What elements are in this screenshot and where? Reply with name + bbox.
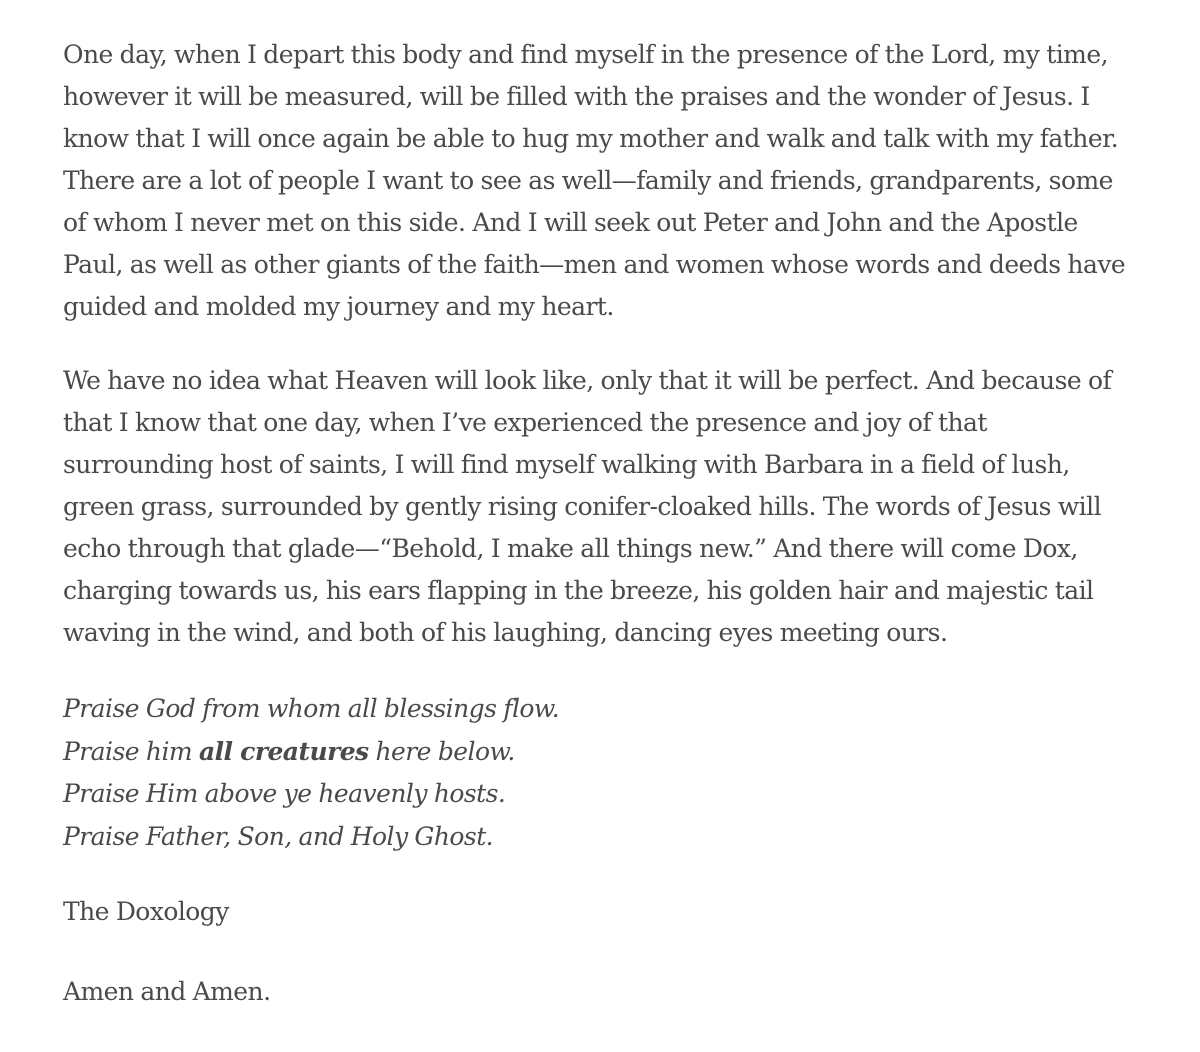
closing-line: Amen and Amen.	[63, 977, 271, 1006]
hymn-text: here below.	[368, 736, 515, 766]
article-body	[63, 34, 1163, 1013]
text-line: however it will be measured, will be filled with the praises and the wonder of Jesus. I	[63, 82, 1090, 111]
hymn-text: Praise him	[63, 736, 199, 766]
hymn-line	[63, 731, 1163, 774]
hymn-line: Praise Father, Son, and Holy Ghost.	[63, 821, 494, 851]
paragraph-heaven-field	[63, 360, 1163, 654]
hymn-line: Praise Him above ye heavenly hosts.	[63, 779, 506, 808]
text-line: One day, when I depart this body and find myself in the presence of the Lord, my time,	[63, 40, 1108, 69]
text-line: guided and molded my journey and my heart.	[63, 292, 614, 321]
text-line: echo through that glade—“Behold, I make all things new.” And there will come Dox,	[63, 534, 1078, 563]
text-line: that I know that one day, when I’ve experienced the presence and joy of that	[63, 408, 987, 437]
doxology-verse	[63, 688, 1163, 858]
paragraph-heaven-reunion	[63, 34, 1163, 328]
text-line: green grass, surrounded by gently rising conifer-cloaked hills. The words of Jesus will	[63, 492, 1102, 521]
text-line: charging towards us, his ears flapping in the breeze, his golden hair and majestic tail	[63, 576, 1094, 605]
text-line: waving in the wind, and both of his laughing, dancing eyes meeting ours.	[63, 618, 948, 647]
text-line: Paul, as well as other giants of the faith—men and women whose words and deeds have	[63, 250, 1126, 279]
text-line: There are a lot of people I want to see as well—family and friends, grandparents, some	[63, 166, 1113, 195]
text-line: know that I will once again be able to hug my mother and walk and talk with my father.	[63, 124, 1119, 153]
text-line: of whom I never met on this side. And I will seek out Peter and John and the Apostle	[63, 208, 1078, 237]
text-line: surrounding host of saints, I will find myself walking with Barbara in a field of lush,	[63, 450, 1070, 479]
hymn-title: The Doxology	[63, 897, 229, 926]
hymn-emphasis: all creatures	[198, 736, 369, 766]
hymn-line: Praise God from whom all blessings flow.	[63, 694, 560, 723]
text-line: We have no idea what Heaven will look like, only that it will be perfect. And because of	[63, 366, 1112, 395]
